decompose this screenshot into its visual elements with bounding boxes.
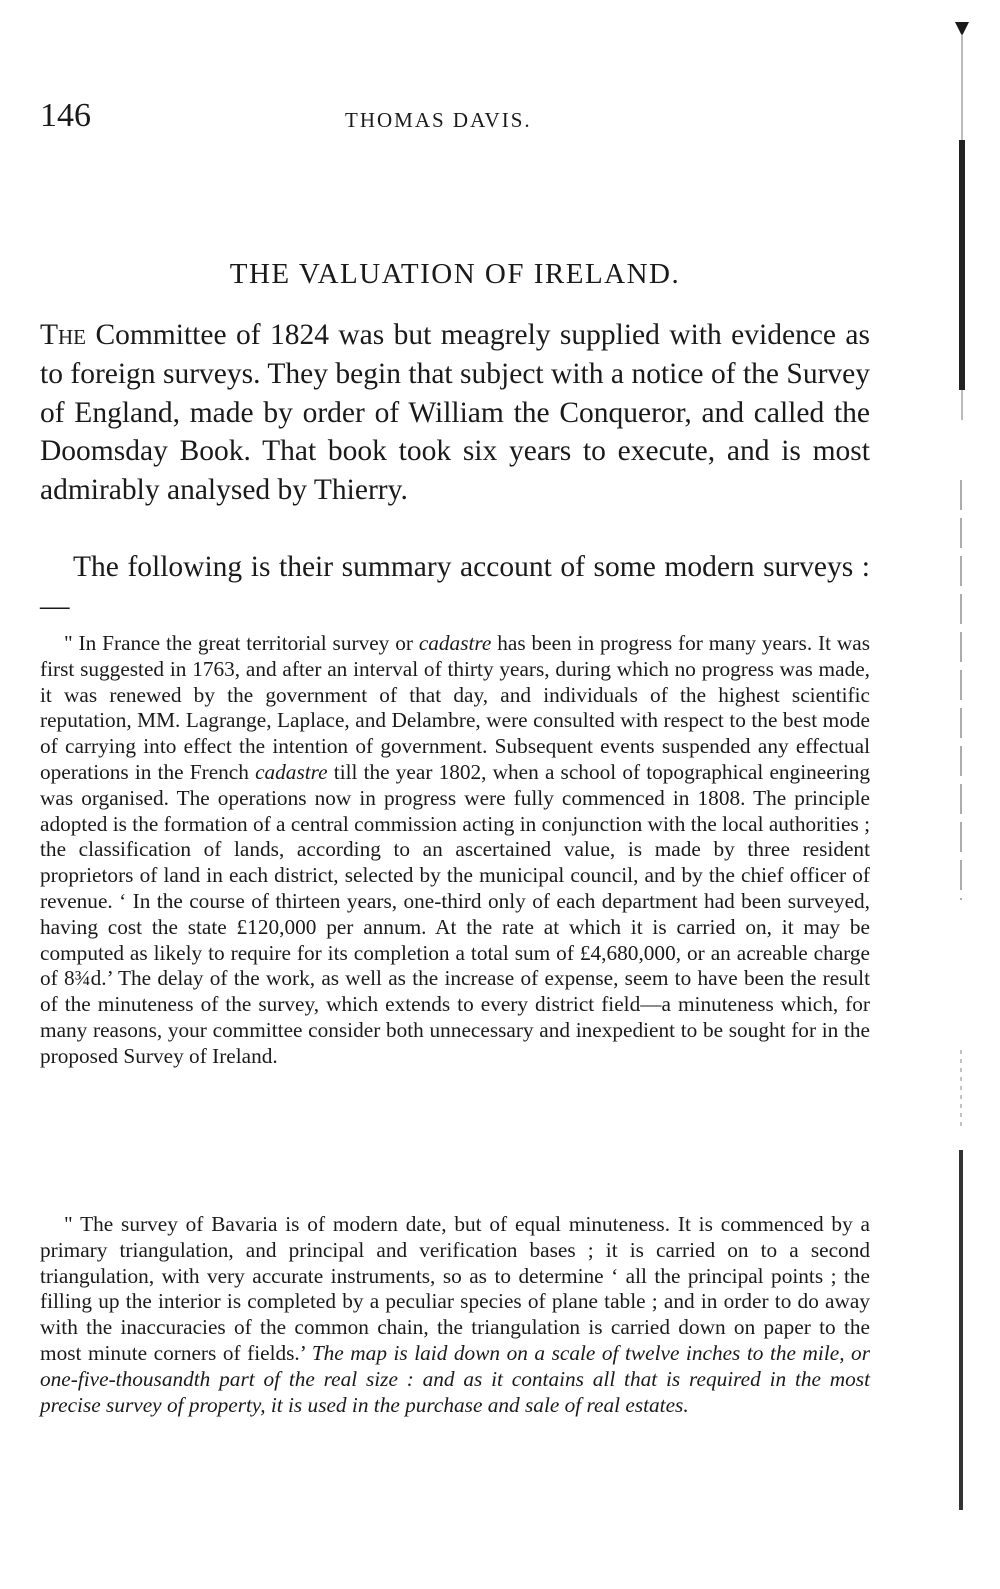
edge-dark-band xyxy=(959,140,965,390)
edge-top-mark xyxy=(955,22,969,36)
quote-text: till the year 1802, when a school of topographical engineering was organised. The operations now in progress were fully commenced in 1808. The principle adopted is the formation of a central commission acting in conjunction with the local authorities ; the classification of lands, according to an ascertained value, is made by three resident proprietors of land in each district, selected by the municipal council, and by the chief officer of revenue. ‘ In the course of thirteen years, one-third only of each department had been surveyed, having cost the state £120,000 per annum. At the rate at which it is carried on, it may be computed as likely to require for its completion a total sum of £4,680,000, or an acreable charge of 8¾d.’ The delay of the work, as well as the increase of expense, seem to have been the result of the minuteness of the survey, which extends to every district field—a minuteness which, for many reasons, your committee consider both unnecessary and inexpedient to be sought for in the proposed Survey of Ireland. xyxy=(40,759,870,1068)
chapter-title: THE VALUATION OF IRELAND. xyxy=(229,258,681,290)
quote-italic-text: The map is laid down on a scale of twelve inches to the mile, or one-five-thousandth part of the real size : and as it contains all that is required in the most precise survey of property, it is used in the purchase and sale of real estates. xyxy=(40,1340,870,1417)
paragraph-text: The following is their summary account of some modern surveys :— xyxy=(40,551,870,622)
quote-italic-term: cadastre xyxy=(418,631,492,655)
paragraph-text: Committee of 1824 was but meagrely supplied with evidence as to foreign surveys. They begin that subject with a notice of the Survey of England, made by order of William the Conqueror, and called the Doomsday Book. That book took six years to execute, and is most admirably analysed by Thierry. xyxy=(40,319,870,507)
quote-italic-term: cadastre xyxy=(255,759,328,784)
edge-dark-band xyxy=(959,1150,963,1510)
body-paragraph-2 xyxy=(40,548,870,626)
quote-text: has been in progress for many years. It was first suggested in 1763, and after an interval of thirty years, during which no progress was made, it was renewed by the government of that day, and individuals of the highest scientific reputation, MM. Lagrange, Laplace, and Delambre, were consulted with respect to the best mode of carrying into effect the intention of government. Subsequent events suspended any effectual operations in the French xyxy=(40,631,870,784)
body-paragraph-1 xyxy=(40,316,870,510)
paragraph-lead-word: The xyxy=(40,319,87,351)
quotation-france xyxy=(40,631,870,1070)
quote-text: " In France the great territorial survey or xyxy=(64,631,419,655)
page-edge-scan-artifact xyxy=(955,20,969,1520)
page-number: 146 xyxy=(40,97,91,134)
quotation-bavaria xyxy=(40,1212,870,1418)
quote-text: " The survey of Bavaria is of modern date, but of equal minuteness. It is commenced by a primary triangulation, and principal and verification bases ; it is carried on to a second triangulation, with very accurate instruments, so as to determine ‘ all the principal points ; the filling up the interior is completed by a peculiar species of plane table ; and in order to do away with the inaccuracies of the common chain, the triangulation is carried down on paper to the most minute corners of fields.’ xyxy=(40,1212,870,1365)
running-head: THOMAS DAVIS. xyxy=(345,108,532,132)
